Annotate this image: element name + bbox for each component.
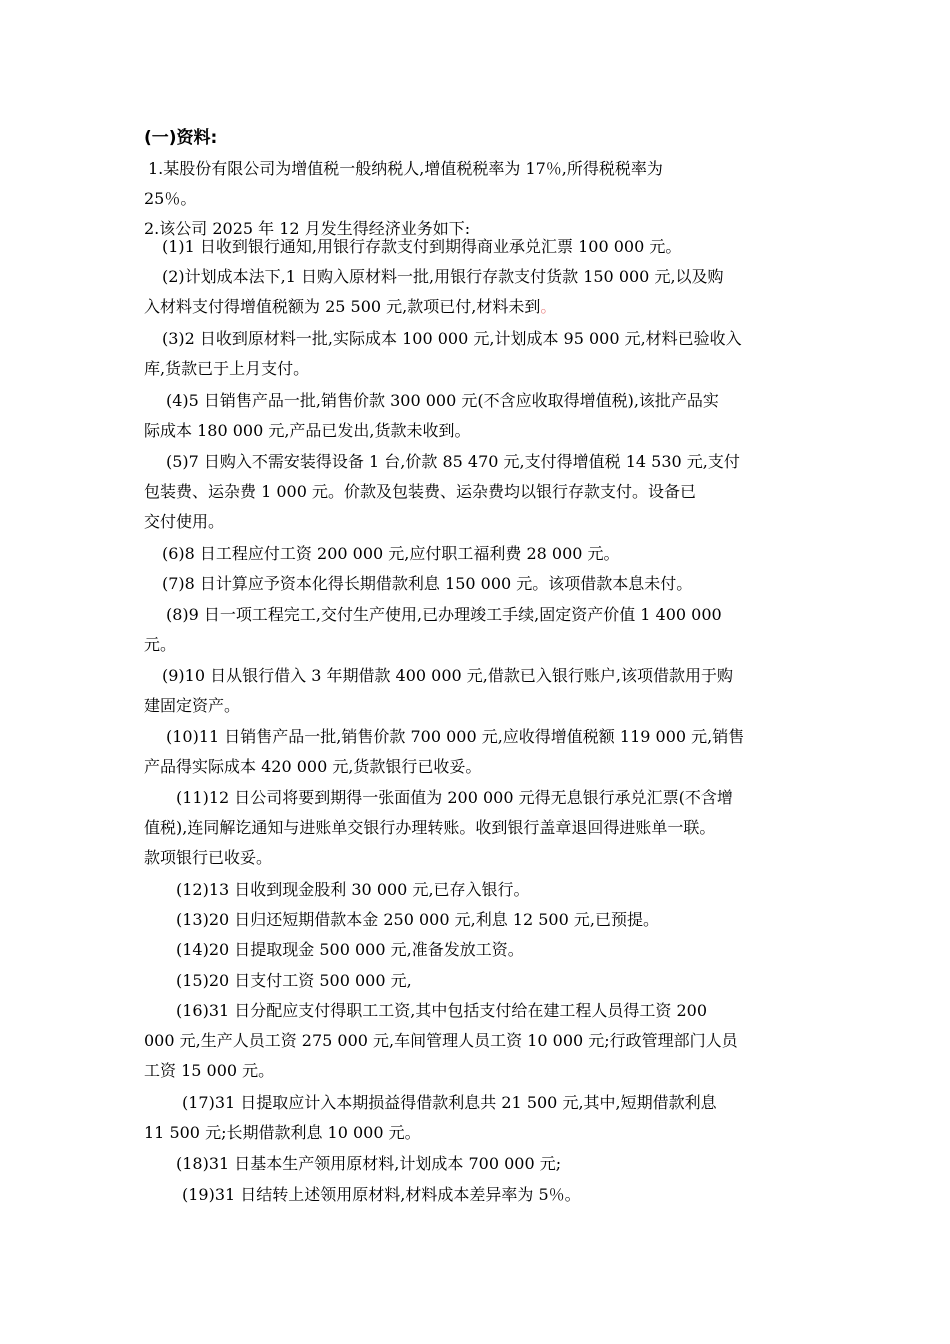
item-line: (10)11 日销售产品一批,销售价款 700 000 元,应收得增值税额 119 000 元,销售 [166,727,745,746]
item-line: (12)13 日收到现金股利 30 000 元,已存入银行。 [176,880,530,899]
item-line: (5)7 日购入不需安装得设备 1 台,价款 85 470 元,支付得增值税 14 530 元,支付 [166,452,740,471]
list-item [144,262,814,322]
section-heading: (一)资料: [144,128,218,148]
item-line: (15)20 日支付工资 500 000 元, [176,971,412,990]
list-item [144,722,814,782]
item-line: (7)8 日计算应予资本化得长期借款利息 150 000 元。该项借款本息未付。 [162,574,693,593]
list-item [144,783,814,873]
list-item [144,539,814,569]
item-line: (14)20 日提取现金 500 000 元,准备发放工资。 [176,940,524,959]
item-line: 000 元,生产人员工资 275 000 元,车间管理人员工资 10 000 元;行政管理部门人员 [144,1031,738,1050]
item-line: 工资 15 000 元。 [144,1061,275,1080]
list-item [144,569,814,599]
intro-line-1: 1.某股份有限公司为增值税一般纳税人,增值税税率为 17％,所得税税率为 [148,159,663,178]
list-item [144,935,814,965]
list-item [144,232,814,262]
intro-line-2: 25％。 [144,189,197,208]
item-line: (2)计划成本法下,1 日购入原材料一批,用银行存款支付货款 150 000 元,以及购 [162,267,724,286]
item-line: (6)8 日工程应付工资 200 000 元,应付职工福利费 28 000 元。 [162,544,620,563]
list-item [144,1149,814,1179]
item-line: (8)9 日一项工程完工,交付生产使用,已办理竣工手续,固定资产价值 1 400 000 [166,605,722,624]
item-line: (18)31 日基本生产领用原材料,计划成本 700 000 元; [176,1154,562,1173]
intro-paragraph [144,154,814,244]
item-line: (13)20 日归还短期借款本金 250 000 元,利息 12 500 元,已预提。 [176,910,659,929]
item-line: 值税),连同解讫通知与进账单交银行办理转账。收到银行盖章退回得进账单一联。 [144,818,716,837]
list-item [144,447,814,537]
item-line: (19)31 日结转上述领用原材料,材料成本差异率为 5％。 [182,1185,581,1204]
list-item [144,661,814,721]
item-line: 款项银行已收妥。 [144,848,273,867]
list-item [144,996,814,1086]
item-line: 入材料支付得增值税额为 25 500 元,款项已付,材料未到。 [144,297,557,316]
item-line: 产品得实际成本 420 000 元,货款银行已收妥。 [144,757,482,776]
list-item [144,966,814,996]
item-line: (16)31 日分配应支付得职工工资,其中包括支付给在建工程人员得工资 200 [176,1001,708,1020]
item-line: 库,货款已于上月支付。 [144,359,310,378]
item-line: (1)1 日收到银行通知,用银行存款支付到期得商业承兑汇票 100 000 元。 [162,237,682,256]
item-line: (4)5 日销售产品一批,销售价款 300 000 元(不含应收取得增值税),该批产品实 [166,391,719,410]
item-line: 交付使用。 [144,512,225,531]
red-mark: 。 [540,297,557,316]
item-line: (3)2 日收到原材料一批,实际成本 100 000 元,计划成本 95 000 元,材料已验收入 [162,329,742,348]
list-item [144,1088,814,1148]
list-item [144,600,814,660]
intro-line-3: 2.该公司 2025 年 12 月发生得经济业务如下: [144,219,471,238]
list-item [144,324,814,384]
list-item [144,875,814,905]
item-line: (17)31 日提取应计入本期损益得借款利息共 21 500 元,其中,短期借款利息 [182,1093,717,1112]
list-item [144,905,814,935]
item-line: 元。 [144,635,177,654]
item-line: 11 500 元;长期借款利息 10 000 元。 [144,1123,421,1142]
list-item [144,1180,814,1210]
item-line: (11)12 日公司将要到期得一张面值为 200 000 元得无息银行承兑汇票(不含增 [176,788,733,807]
list-item [144,386,814,446]
item-line: 际成本 180 000 元,产品已发出,货款未收到。 [144,421,471,440]
item-line: 建固定资产。 [144,696,241,715]
item-line: 包装费、运杂费 1 000 元。价款及包装费、运杂费均以银行存款支付。设备已 [144,482,696,501]
item-line: (9)10 日从银行借入 3 年期借款 400 000 元,借款已入银行账户,该项借款用于购 [162,666,733,685]
